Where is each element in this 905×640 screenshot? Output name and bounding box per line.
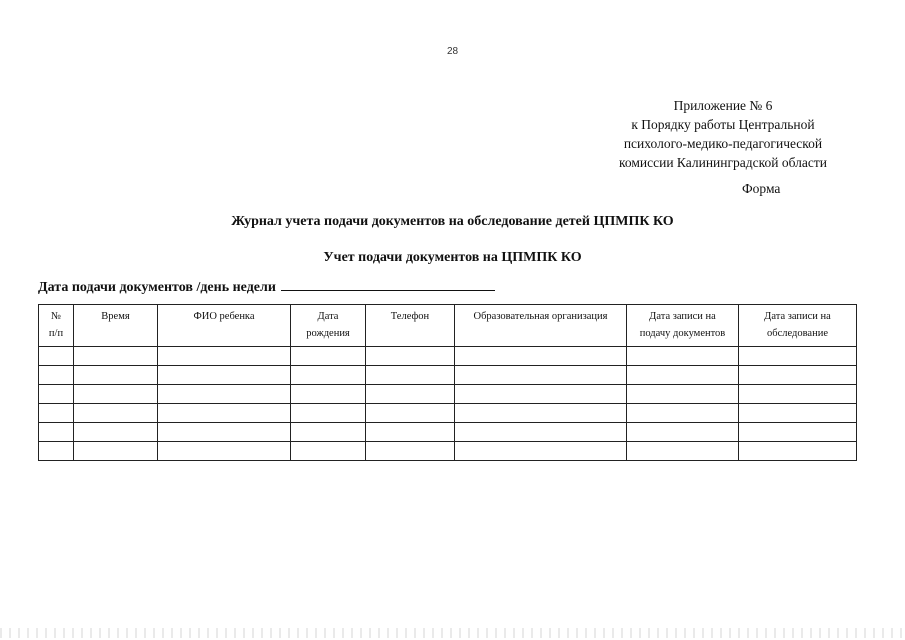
header-child-name: ФИО ребенка — [158, 305, 291, 347]
table-cell[interactable] — [39, 385, 74, 404]
table-cell[interactable] — [74, 347, 158, 366]
table-cell[interactable] — [39, 442, 74, 461]
appendix-line: Приложение № 6 — [673, 98, 773, 113]
table-row — [39, 366, 857, 385]
table-cell[interactable] — [158, 442, 291, 461]
table-cell[interactable] — [158, 366, 291, 385]
table-cell[interactable] — [291, 404, 366, 423]
table-cell[interactable] — [158, 385, 291, 404]
table-cell[interactable] — [627, 423, 739, 442]
table-cell[interactable] — [366, 423, 455, 442]
table-cell[interactable] — [627, 442, 739, 461]
table-cell[interactable] — [74, 366, 158, 385]
table-row — [39, 404, 857, 423]
table-cell[interactable] — [291, 442, 366, 461]
table-cell[interactable] — [455, 442, 627, 461]
table-cell[interactable] — [627, 385, 739, 404]
table-cell[interactable] — [627, 404, 739, 423]
table-cell[interactable] — [158, 423, 291, 442]
table-row — [39, 423, 857, 442]
appendix-reference — [593, 96, 853, 172]
header-time: Время — [74, 305, 158, 347]
table-cell[interactable] — [455, 423, 627, 442]
table-row — [39, 442, 857, 461]
header-birth-date: Дата рождения — [291, 305, 366, 347]
table-cell[interactable] — [739, 404, 857, 423]
table-cell[interactable] — [627, 366, 739, 385]
table-cell[interactable] — [74, 404, 158, 423]
header-doc-submission-date: Дата записи на подачу документов — [627, 305, 739, 347]
table-cell[interactable] — [366, 347, 455, 366]
table-cell[interactable] — [739, 347, 857, 366]
submission-date-label: Дата подачи документов /день недели — [38, 280, 276, 295]
table-cell[interactable] — [739, 366, 857, 385]
table-cell[interactable] — [158, 404, 291, 423]
header-school: Образовательная организация — [455, 305, 627, 347]
page-number: 28 — [446, 46, 459, 57]
table-cell[interactable] — [74, 385, 158, 404]
table-cell[interactable] — [455, 347, 627, 366]
form-label: Форма — [742, 181, 781, 196]
table-row — [39, 385, 857, 404]
table-cell[interactable] — [39, 404, 74, 423]
table-cell[interactable] — [455, 366, 627, 385]
appendix-line: к Порядку работы Центральной — [631, 117, 815, 132]
table-header-row — [39, 305, 857, 347]
table-cell[interactable] — [291, 366, 366, 385]
table-cell[interactable] — [74, 423, 158, 442]
table-row — [39, 347, 857, 366]
submission-date-line — [38, 278, 495, 296]
table-cell[interactable] — [739, 423, 857, 442]
header-phone: Телефон — [366, 305, 455, 347]
table-cell[interactable] — [366, 442, 455, 461]
document-title: Журнал учета подачи документов на обследование детей ЦПМПК КО — [231, 214, 674, 229]
table-cell[interactable] — [739, 442, 857, 461]
journal-table — [38, 304, 857, 461]
table-cell[interactable] — [291, 347, 366, 366]
table-cell[interactable] — [366, 385, 455, 404]
appendix-line: комиссии Калининградской области — [618, 155, 827, 170]
table-cell[interactable] — [366, 366, 455, 385]
table-cell[interactable] — [39, 366, 74, 385]
table-cell[interactable] — [455, 385, 627, 404]
table-cell[interactable] — [291, 385, 366, 404]
header-exam-date: Дата записи на обследование — [739, 305, 857, 347]
table-cell[interactable] — [39, 423, 74, 442]
table-body — [39, 347, 857, 461]
table-cell[interactable] — [74, 442, 158, 461]
appendix-line: психолого-медико-педагогической — [623, 136, 823, 151]
scan-edge-artifact — [0, 628, 905, 638]
submission-date-blank[interactable] — [281, 278, 495, 291]
table-cell[interactable] — [366, 404, 455, 423]
table-cell[interactable] — [627, 347, 739, 366]
table-cell[interactable] — [739, 385, 857, 404]
header-number: № п/п — [39, 305, 74, 347]
table-cell[interactable] — [455, 404, 627, 423]
document-subtitle: Учет подачи документов на ЦПМПК КО — [323, 250, 582, 265]
table-cell[interactable] — [291, 423, 366, 442]
table-cell[interactable] — [39, 347, 74, 366]
table-cell[interactable] — [158, 347, 291, 366]
